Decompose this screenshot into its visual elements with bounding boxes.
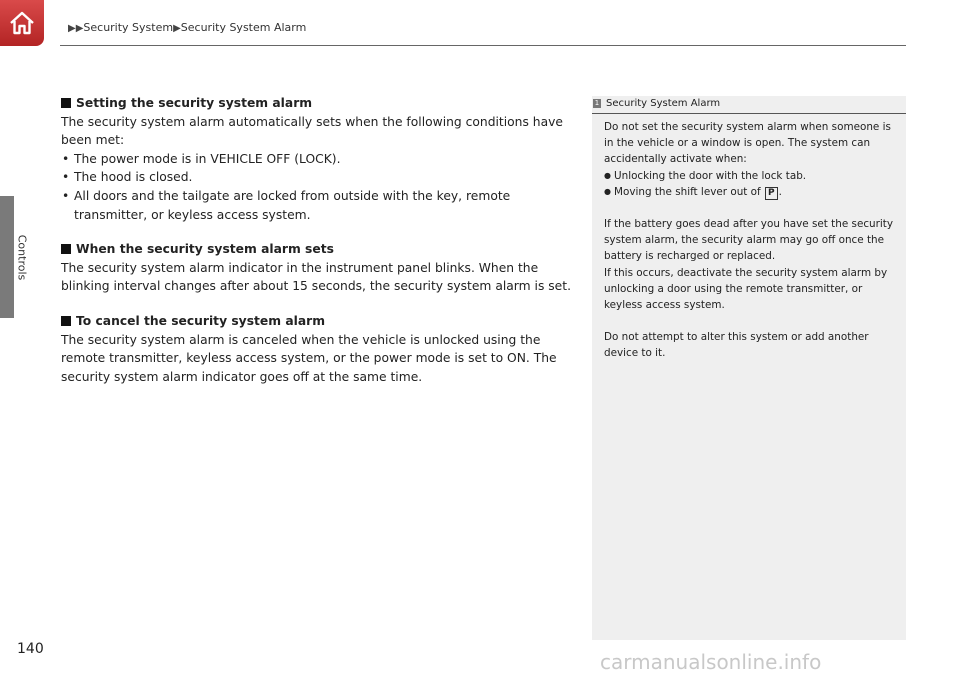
breadcrumb-arrow-icon: ▶	[173, 23, 181, 34]
square-bullet-icon	[61, 244, 71, 254]
list-item	[604, 184, 896, 200]
list-item: • The power mode is in VEHICLE OFF (LOCK).	[61, 150, 581, 169]
section-text: The security system alarm indicator in the instrument panel blinks. When the blinking interval changes after about 15 seconds, the security system alarm is set.	[61, 260, 571, 294]
sidebar-paragraph: If the battery goes dead after you have set the security system alarm, the security alarm may go off once the battery is recharged or replaced.	[604, 218, 894, 263]
sidebar-note	[592, 96, 906, 640]
park-position-icon: P	[765, 187, 778, 200]
sidebar-paragraph: Do not attempt to alter this system or add another device to it.	[604, 331, 869, 360]
sidebar-title: Security System Alarm	[606, 98, 721, 109]
home-icon	[8, 10, 36, 36]
chapter-tab	[0, 196, 14, 318]
section-heading-text: Setting the security system alarm	[76, 96, 313, 110]
list-item-suffix: .	[778, 185, 782, 198]
section-text: The security system alarm automatically sets when the following conditions have been met:	[61, 114, 563, 148]
page-number: 140	[17, 641, 44, 657]
reference-number-icon: 1	[594, 99, 600, 107]
section-heading	[61, 240, 581, 259]
square-bullet-icon	[61, 98, 71, 108]
breadcrumb	[68, 21, 306, 34]
header-divider	[60, 45, 906, 46]
section-cancel-alarm	[61, 312, 581, 386]
list-item: • All doors and the tailgate are locked from outside with the key, remote transmitter, or keyless access system.	[61, 187, 581, 224]
section-heading	[61, 312, 581, 331]
main-content	[61, 94, 581, 402]
section-setting-alarm	[61, 94, 581, 224]
sidebar-paragraph: If this occurs, deactivate the security system alarm by unlocking a door using the remote transmitter, or keyless access system.	[604, 266, 888, 312]
home-button[interactable]	[0, 0, 44, 46]
breadcrumb-item-security-system-alarm[interactable]: Security System Alarm	[180, 21, 307, 34]
breadcrumb-arrow-icon: ▶▶	[68, 23, 84, 34]
list-item: ● Unlocking the door with the lock tab.	[604, 168, 896, 184]
section-heading	[61, 94, 581, 113]
list-item: • The hood is closed.	[61, 168, 581, 187]
square-bullet-icon	[61, 316, 71, 326]
breadcrumb-item-security-system[interactable]: Security System	[83, 21, 174, 34]
section-heading-text: When the security system alarm sets	[76, 242, 334, 257]
chapter-label	[14, 196, 30, 318]
condition-list	[61, 150, 581, 224]
watermark: carmanualsonline.info	[600, 650, 822, 674]
sidebar-list	[604, 168, 896, 200]
chapter-label-text: Controls	[15, 234, 29, 280]
section-heading-text: To cancel the security system alarm	[76, 313, 326, 328]
list-item-text: Moving the shift lever out of	[614, 185, 761, 198]
section-alarm-sets	[61, 240, 581, 296]
sidebar-paragraph: Do not set the security system alarm when someone is in the vehicle or a window is open. The system can accidentally activate when:	[604, 121, 891, 166]
section-text: The security system alarm is canceled when the vehicle is unlocked using the remote transmitter, keyless access system, or the power mode is set to ON. The security system alarm indicator goes off at the same time.	[61, 332, 557, 384]
sidebar-header	[592, 96, 906, 114]
sidebar-body	[592, 114, 906, 362]
